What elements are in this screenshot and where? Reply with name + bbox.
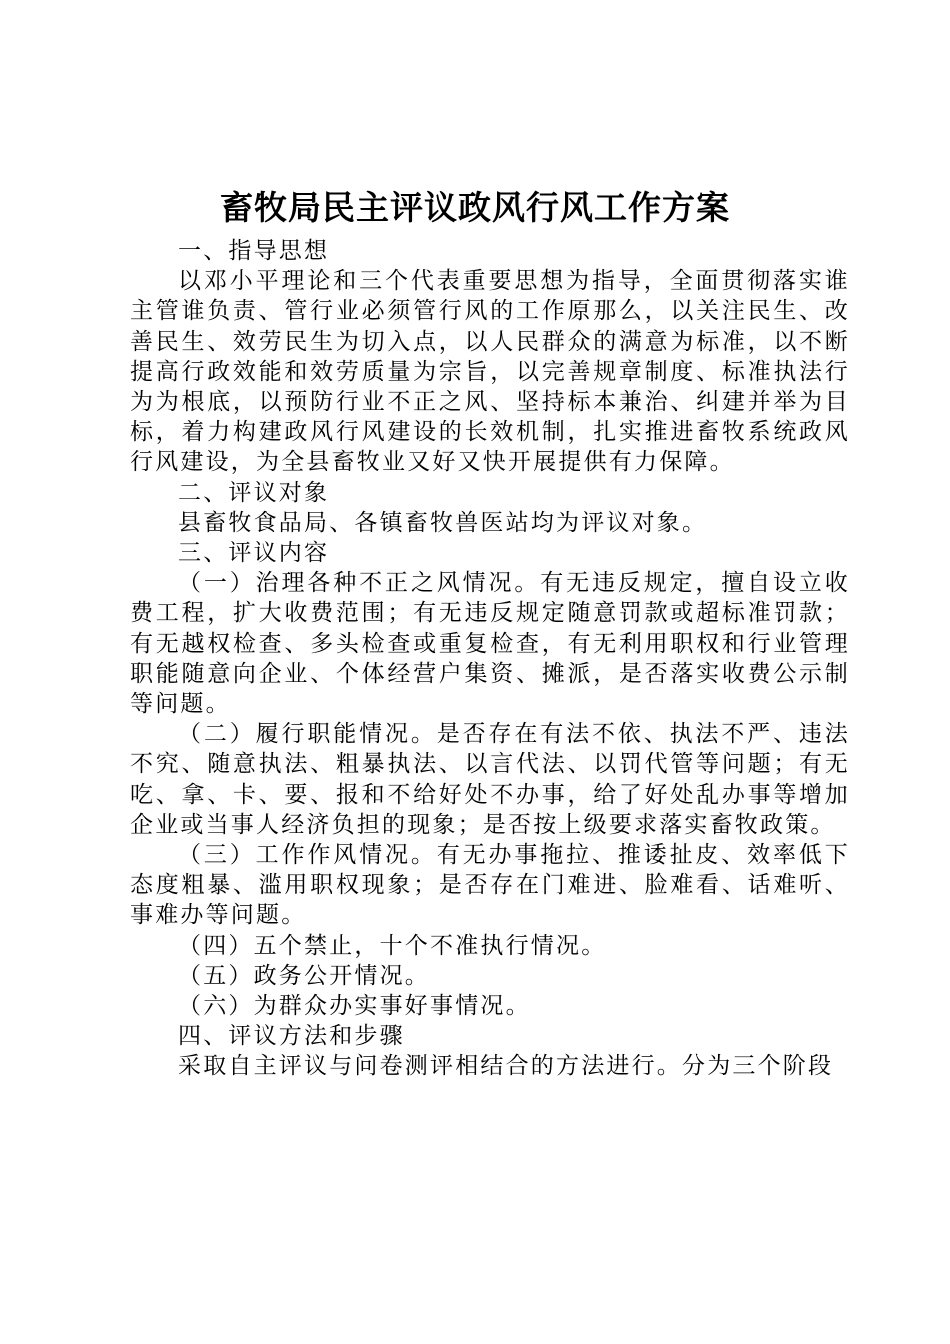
paragraph-content-item-1: （一）治理各种不正之风情况。有无违反规定，擅自设立收费工程，扩大收费范围；有无违反规定随意罚款或超标准罚款；有无越权检查、多头检查或重复检查，有无利用职权和行业管理职能随意向企业、个体经营户集资、摊派，是否落实收费公示制等问题。 bbox=[130, 570, 850, 718]
paragraph-content-item-5: （五）政务公开情况。 bbox=[178, 962, 430, 989]
heading-review-targets: 二、评议对象 bbox=[178, 479, 330, 506]
heading-review-methods: 四、评议方法和步骤 bbox=[178, 1023, 405, 1050]
heading-review-content: 三、评议内容 bbox=[178, 540, 330, 567]
paragraph-guiding-ideology: 以邓小平理论和三个代表重要思想为指导，全面贯彻落实谁主管谁负责、管行业必须管行风的工作原那么，以关注民生、改善民生、效劳民生为切入点，以人民群众的满意为标准，以不断提高行政效能和效劳质量为宗旨，以完善规章制度、标准执法行为为根底，以预防行业不正之风、坚持标本兼治、纠建并举为目标，着力构建政风行风建设的长效机制，扎实推进畜牧系统政风行风建设，为全县畜牧业又好又快开展提供有力保障。 bbox=[130, 268, 850, 476]
paragraph-content-item-4: （四）五个禁止，十个不准执行情况。 bbox=[178, 932, 607, 959]
paragraph-review-methods: 采取自主评议与问卷测评相结合的方法进行。分为三个阶段 bbox=[178, 1053, 834, 1080]
paragraph-content-item-2: （二）履行职能情况。是否存在有法不依、执法不严、违法不究、随意执法、粗暴执法、以言代法、以罚代管等问题；有无吃、拿、卡、要、报和不给好处不办事，给了好处乱办事等增加企业或当事人经济负担的现象；是否按上级要求落实畜牧政策。 bbox=[130, 721, 850, 838]
paragraph-review-targets: 县畜牧食品局、各镇畜牧兽医站均为评议对象。 bbox=[178, 509, 708, 536]
paragraph-content-item-6: （六）为群众办实事好事情况。 bbox=[178, 993, 531, 1020]
document-title: 畜牧局民主评议政风行风工作方案 bbox=[220, 188, 730, 227]
document-body bbox=[130, 236, 850, 1082]
heading-guiding-ideology: 一、指导思想 bbox=[178, 238, 330, 264]
paragraph-content-item-3: （三）工作作风情况。有无办事拖拉、推诿扯皮、效率低下态度粗暴、滥用职权现象；是否存在门难进、脸难看、话难听、事难办等问题。 bbox=[130, 842, 850, 929]
